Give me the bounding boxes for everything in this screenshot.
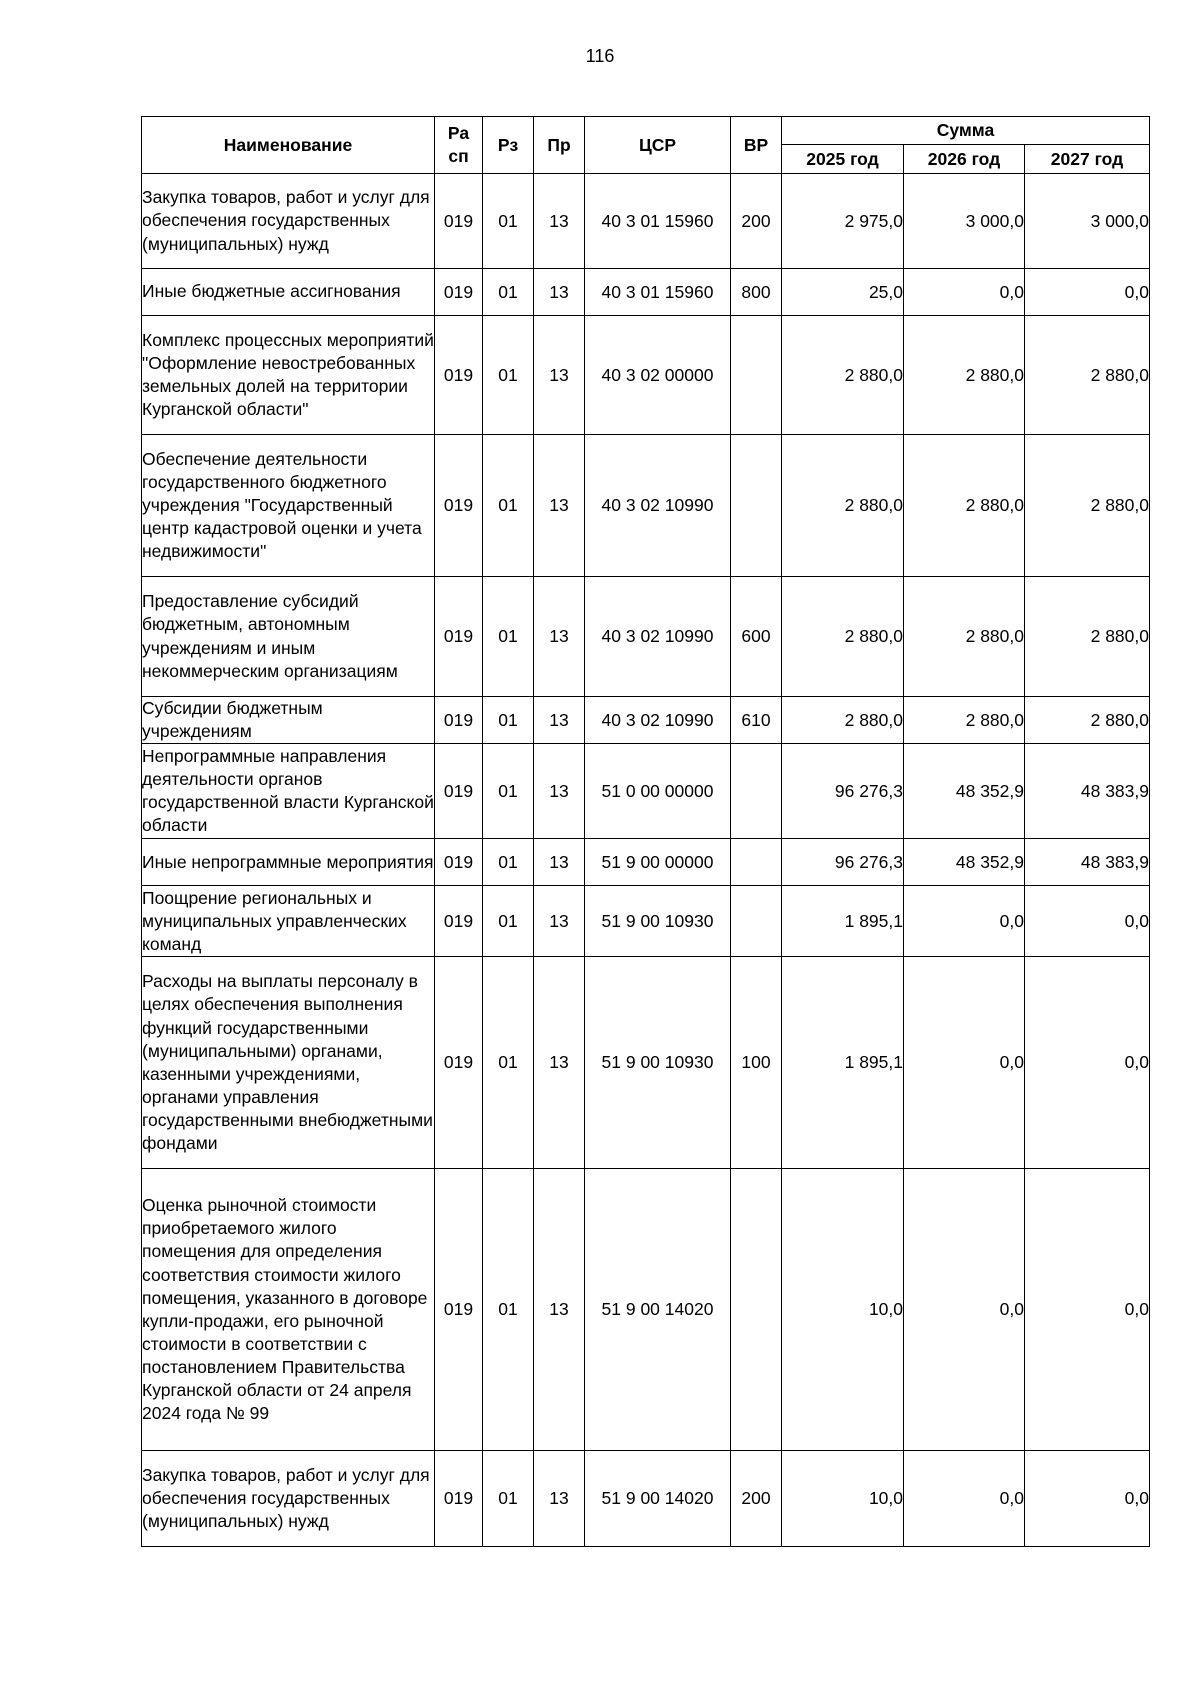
cell-name: Иные бюджетные ассигнования	[142, 269, 435, 316]
cell-rasp: 019	[435, 1169, 483, 1451]
cell-pr: 13	[534, 316, 585, 435]
table-row	[142, 577, 1150, 697]
cell-sum-2026: 2 880,0	[904, 316, 1025, 435]
cell-rz: 01	[483, 269, 534, 316]
cell-rz: 01	[483, 174, 534, 269]
table-row	[142, 839, 1150, 886]
cell-csr: 40 3 02 10990	[585, 577, 731, 697]
cell-csr: 40 3 01 15960	[585, 174, 731, 269]
cell-sum-2026: 0,0	[904, 957, 1025, 1169]
table-row	[142, 1169, 1150, 1451]
cell-sum-2026: 2 880,0	[904, 697, 1025, 744]
cell-rasp: 019	[435, 316, 483, 435]
cell-pr: 13	[534, 744, 585, 839]
cell-sum-2025: 2 975,0	[782, 174, 904, 269]
cell-pr: 13	[534, 174, 585, 269]
page-number: 116	[585, 46, 615, 66]
cell-rasp: 019	[435, 174, 483, 269]
table-row	[142, 316, 1150, 435]
cell-sum-2026: 0,0	[904, 886, 1025, 957]
cell-vr: 200	[731, 1451, 782, 1547]
cell-vr: 610	[731, 697, 782, 744]
cell-rasp: 019	[435, 957, 483, 1169]
cell-name: Субсидии бюджетным учреждениям	[142, 697, 435, 744]
cell-name: Поощрение региональных и муниципальных управленческих команд	[142, 886, 435, 957]
cell-sum-2027: 0,0	[1025, 886, 1150, 957]
cell-rz: 01	[483, 697, 534, 744]
cell-vr	[731, 839, 782, 886]
cell-rz: 01	[483, 316, 534, 435]
cell-vr: 200	[731, 174, 782, 269]
table-row	[142, 744, 1150, 839]
cell-sum-2025: 1 895,1	[782, 886, 904, 957]
cell-sum-2027: 3 000,0	[1025, 174, 1150, 269]
cell-csr: 51 9 00 10930	[585, 957, 731, 1169]
cell-vr: 800	[731, 269, 782, 316]
cell-rasp: 019	[435, 577, 483, 697]
cell-sum-2027: 2 880,0	[1025, 577, 1150, 697]
cell-sum-2026: 3 000,0	[904, 174, 1025, 269]
cell-csr: 51 9 00 14020	[585, 1451, 731, 1547]
cell-sum-2025: 96 276,3	[782, 839, 904, 886]
cell-pr: 13	[534, 269, 585, 316]
table-row	[142, 1451, 1150, 1547]
cell-rasp: 019	[435, 269, 483, 316]
cell-csr: 40 3 02 00000	[585, 316, 731, 435]
table-row	[142, 174, 1150, 269]
table-row	[142, 957, 1150, 1169]
cell-name: Закупка товаров, работ и услуг для обеспечения государственных (муниципальных) нужд	[142, 174, 435, 269]
cell-csr: 51 9 00 10930	[585, 886, 731, 957]
table-row	[142, 435, 1150, 577]
cell-sum-2027: 2 880,0	[1025, 697, 1150, 744]
cell-sum-2027: 0,0	[1025, 1451, 1150, 1547]
cell-rz: 01	[483, 577, 534, 697]
cell-sum-2026: 2 880,0	[904, 435, 1025, 577]
cell-sum-2027: 48 383,9	[1025, 839, 1150, 886]
cell-name: Комплекс процессных мероприятий "Оформление невостребованных земельных долей на территории Курганской области"	[142, 316, 435, 435]
cell-csr: 40 3 02 10990	[585, 435, 731, 577]
cell-rasp: 019	[435, 1451, 483, 1547]
cell-name: Обеспечение деятельности государственного бюджетного учреждения "Государственный центр кадастровой оценки и учета недвижимости"	[142, 435, 435, 577]
table-body	[142, 174, 1150, 1547]
header-year-2025: 2025 год	[782, 145, 904, 174]
cell-name: Иные непрограммные мероприятия	[142, 839, 435, 886]
header-rasp-line2: сп	[448, 146, 469, 166]
cell-sum-2026: 2 880,0	[904, 577, 1025, 697]
cell-pr: 13	[534, 839, 585, 886]
header-year-2027: 2027 год	[1025, 145, 1150, 174]
cell-sum-2027: 0,0	[1025, 269, 1150, 316]
cell-vr: 600	[731, 577, 782, 697]
cell-rz: 01	[483, 1451, 534, 1547]
cell-sum-2026: 0,0	[904, 1451, 1025, 1547]
cell-sum-2025: 1 895,1	[782, 957, 904, 1169]
cell-pr: 13	[534, 957, 585, 1169]
cell-name: Предоставление субсидий бюджетным, автономным учреждениям и иным некоммерческим организациям	[142, 577, 435, 697]
cell-rasp: 019	[435, 744, 483, 839]
cell-vr	[731, 316, 782, 435]
cell-name: Непрограммные направления деятельности органов государственной власти Курганской области	[142, 744, 435, 839]
cell-sum-2026: 48 352,9	[904, 744, 1025, 839]
cell-name: Расходы на выплаты персоналу в целях обеспечения выполнения функций государственными (муниципальными) органами, казенными учреждениями, органами управления государственными внебюджетными фондами	[142, 957, 435, 1169]
budget-table	[141, 116, 1150, 1547]
cell-pr: 13	[534, 435, 585, 577]
cell-rz: 01	[483, 886, 534, 957]
cell-sum-2027: 2 880,0	[1025, 435, 1150, 577]
cell-sum-2025: 2 880,0	[782, 577, 904, 697]
cell-pr: 13	[534, 1169, 585, 1451]
cell-sum-2026: 0,0	[904, 1169, 1025, 1451]
cell-sum-2027: 48 383,9	[1025, 744, 1150, 839]
header-year-2026: 2026 год	[904, 145, 1025, 174]
cell-rasp: 019	[435, 839, 483, 886]
cell-pr: 13	[534, 697, 585, 744]
cell-name: Закупка товаров, работ и услуг для обеспечения государственных (муниципальных) нужд	[142, 1451, 435, 1547]
cell-vr	[731, 886, 782, 957]
cell-rz: 01	[483, 435, 534, 577]
cell-sum-2025: 2 880,0	[782, 435, 904, 577]
cell-sum-2025: 2 880,0	[782, 697, 904, 744]
cell-sum-2025: 10,0	[782, 1169, 904, 1451]
cell-pr: 13	[534, 886, 585, 957]
cell-name: Оценка рыночной стоимости приобретаемого жилого помещения для определения соответствия стоимости жилого помещения, указанного в договоре купли-продажи, его рыночной стоимости в соответствии с постановлением Правительства Курганской области от 24 апреля 2024 года № 99	[142, 1169, 435, 1451]
table-row	[142, 269, 1150, 316]
cell-rasp: 019	[435, 697, 483, 744]
cell-vr: 100	[731, 957, 782, 1169]
table-row	[142, 697, 1150, 744]
header-name: Наименование	[142, 117, 435, 174]
cell-rz: 01	[483, 839, 534, 886]
cell-sum-2026: 0,0	[904, 269, 1025, 316]
header-rasp	[435, 117, 483, 174]
table-header	[142, 117, 1150, 174]
cell-rasp: 019	[435, 435, 483, 577]
cell-sum-2027: 2 880,0	[1025, 316, 1150, 435]
cell-csr: 51 9 00 00000	[585, 839, 731, 886]
header-rz: Рз	[483, 117, 534, 174]
header-vr: ВР	[731, 117, 782, 174]
cell-csr: 40 3 01 15960	[585, 269, 731, 316]
cell-csr: 51 0 00 00000	[585, 744, 731, 839]
cell-vr	[731, 744, 782, 839]
cell-rz: 01	[483, 744, 534, 839]
cell-rz: 01	[483, 1169, 534, 1451]
cell-sum-2027: 0,0	[1025, 957, 1150, 1169]
cell-rz: 01	[483, 957, 534, 1169]
header-pr: Пр	[534, 117, 585, 174]
cell-vr	[731, 435, 782, 577]
cell-sum-2025: 2 880,0	[782, 316, 904, 435]
cell-sum-2026: 48 352,9	[904, 839, 1025, 886]
cell-sum-2025: 25,0	[782, 269, 904, 316]
cell-pr: 13	[534, 1451, 585, 1547]
cell-rasp: 019	[435, 886, 483, 957]
header-rasp-line1: Ра	[447, 123, 470, 144]
cell-csr: 51 9 00 14020	[585, 1169, 731, 1451]
cell-csr: 40 3 02 10990	[585, 697, 731, 744]
cell-sum-2027: 0,0	[1025, 1169, 1150, 1451]
header-csr: ЦСР	[585, 117, 731, 174]
table-row	[142, 886, 1150, 957]
cell-pr: 13	[534, 577, 585, 697]
header-sum: Сумма	[782, 117, 1150, 145]
cell-sum-2025: 96 276,3	[782, 744, 904, 839]
cell-sum-2025: 10,0	[782, 1451, 904, 1547]
cell-vr	[731, 1169, 782, 1451]
